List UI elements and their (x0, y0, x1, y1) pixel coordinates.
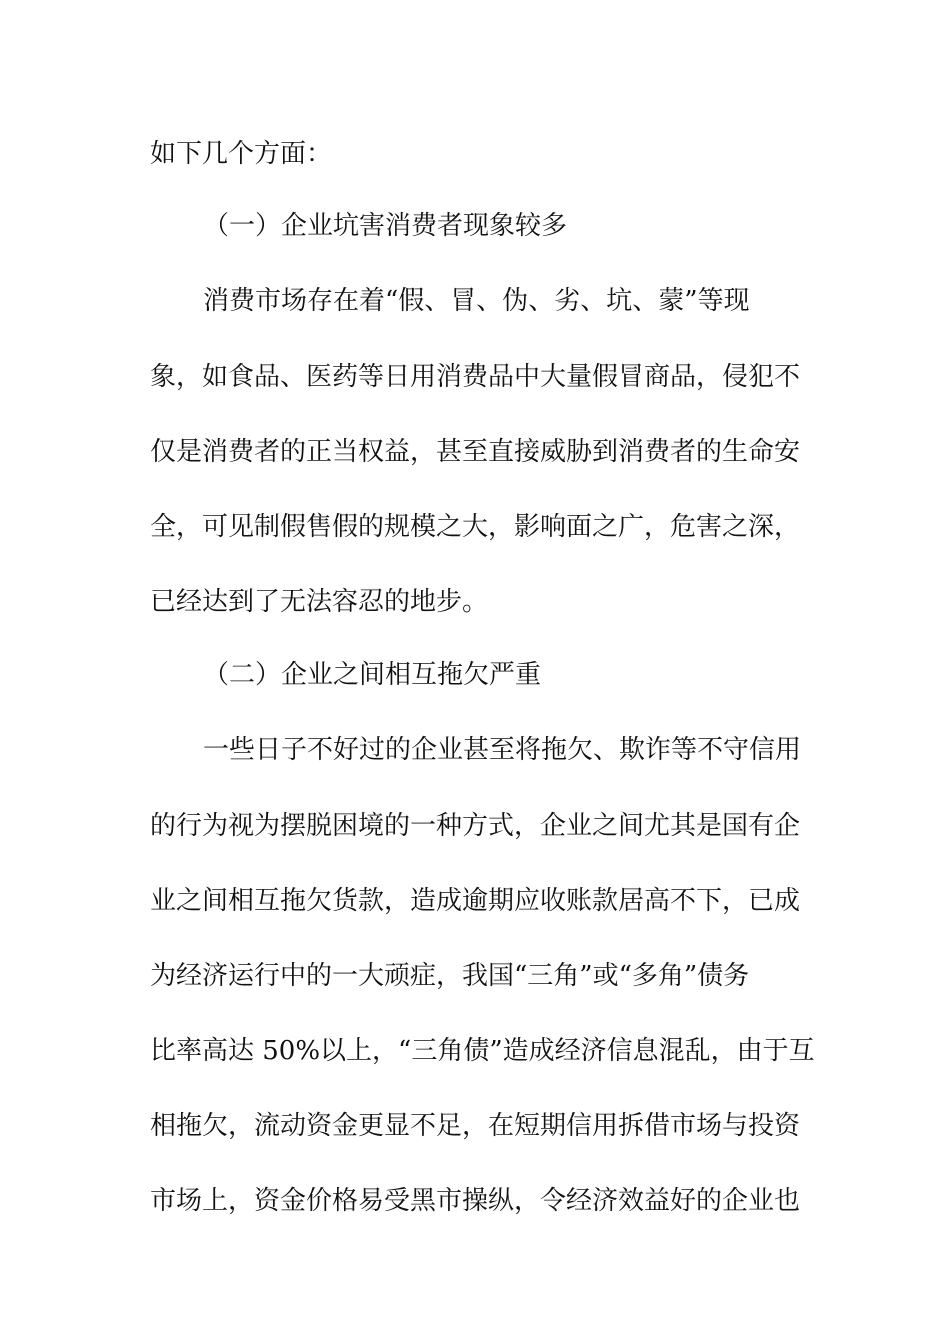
paragraph-line: 仅是消费者的正当权益，甚至直接威胁到消费者的生命安 (150, 437, 801, 467)
paragraph-line: 比率高达 50%以上，“三角债”造成经济信息混乱，由于互 (150, 1036, 815, 1066)
paragraph-line: 业之间相互拖欠货款，造成逾期应收账款居高不下，已成 (150, 886, 801, 916)
paragraph-line: 为经济运行中的一大顽症，我国“三角”或“多角”债务 (150, 961, 750, 991)
paragraph-line: 全，可见制假售假的规模之大，影响面之广，危害之深， (150, 512, 801, 542)
paragraph-line: 消费市场存在着“假、冒、伪、劣、坑、蒙”等现 (203, 286, 750, 316)
section-heading: （二）企业之间相互拖欠严重 (203, 660, 542, 690)
paragraph-line: 市场上，资金价格易受黑市操纵，令经济效益好的企业也 (150, 1186, 801, 1216)
paragraph-line: 已经达到了无法容忍的地步。 (150, 587, 489, 617)
paragraph-line: 的行为视为摆脱困境的一种方式，企业之间尤其是国有企 (150, 811, 801, 841)
paragraph-line: 一些日子不好过的企业甚至将拖欠、欺诈等不守信用 (203, 735, 802, 765)
paragraph-line: 象，如食品、医药等日用消费品中大量假冒商品，侵犯不 (150, 362, 801, 392)
section-heading: （一）企业坑害消费者现象较多 (203, 211, 568, 241)
paragraph-line: 如下几个方面： (150, 139, 333, 169)
paragraph-line: 相拖欠，流动资金更显不足，在短期信用拆借市场与投资 (150, 1111, 801, 1141)
